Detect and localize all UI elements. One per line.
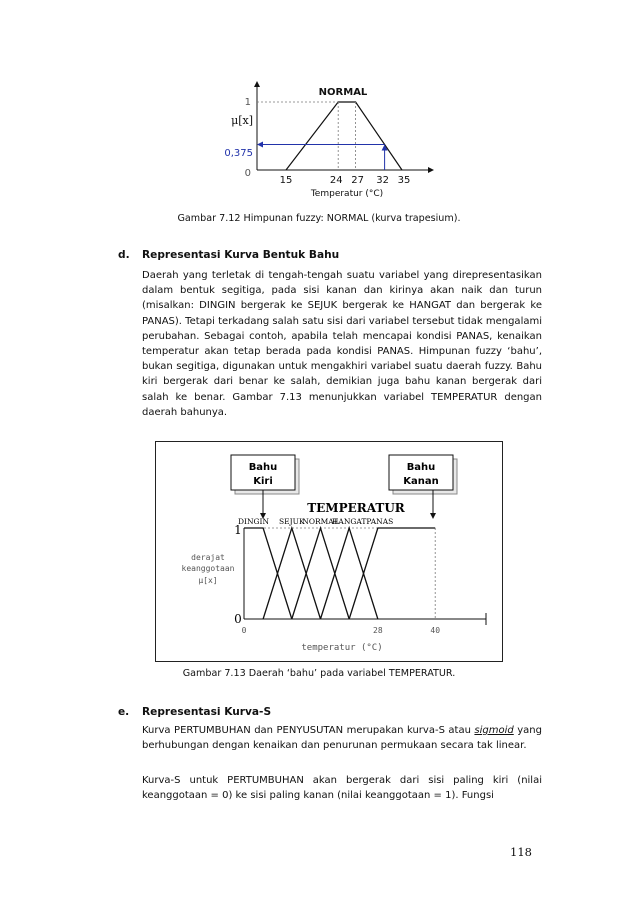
section-e-paragraph-2: Kurva-S untuk PERTUMBUHAN akan bergerak dari sisi paling kiri (nilai keanggotaan = 0) ke sisi paling kanan (nilai keanggotaan = 1). Fungsi (142, 775, 542, 802)
trapezoid-chart (205, 78, 435, 206)
curve-normal (292, 528, 349, 619)
x-tick: 32 (376, 175, 389, 186)
set-label-panas: PANAS (366, 517, 394, 526)
right-shoulder-callout (389, 455, 457, 494)
curve-hangat (320, 528, 377, 619)
x-tick: 15 (279, 175, 293, 186)
set-label-hangat: HANGAT (331, 517, 367, 526)
x-tick: 28 (373, 626, 383, 635)
section-title: Representasi Kurva-S (142, 706, 272, 718)
sigmoid-term: sigmoid (474, 725, 514, 736)
set-label-normal: NORMAL (302, 517, 339, 526)
x-tick: 40 (430, 626, 441, 635)
section-e-paragraph-1 (142, 723, 542, 753)
figure-caption-7-13: Gambar 7.13 Daerah ‘bahu’ pada variabel TEMPERATUR. (182, 668, 456, 679)
curve-sejuk (263, 528, 320, 619)
section-d-paragraph: Daerah yang terletak di tengah-tengah suatu variabel yang direpresentasikan dalam bentuk segitiga, pada sisi kanan dan kirinya akan naik dan turun (misalkan: DINGIN bergerak ke SEJUK bergerak ke HANGAT dan bergerak ke PANAS). Tetapi terkadang salah satu sisi dari variabel tersebut tidak mengalami perubahan. Sebagai contoh, apabila telah mencapai kondisi PANAS, kenaikan temperatur akan tetap berada pada kondisi PANAS. Himpunan fuzzy ‘bahu’, bukan segitiga, digunakan untuk mengakhiri variabel suatu daerah fuzzy. Bahu kiri bergerak dari benar ke salah, demikian juga bahu kanan bergerak dari salah ke benar. Gambar 7.13 menunjukkan variabel TEMPERATUR dengan daerah bahunya. (142, 270, 542, 418)
y-zero-label: 0 (234, 612, 242, 626)
x-axis-label: temperatur (°C) (301, 643, 383, 653)
y-one-label: 1 (234, 523, 242, 537)
x-tick: 0 (241, 626, 247, 635)
x-axis-label: Temperatur (°C) (310, 189, 384, 199)
curve-title: NORMAL (318, 87, 368, 98)
section-letter: d. (118, 249, 130, 261)
y-label-line: keanggotaan (181, 564, 235, 573)
y-zero-label: 0 (244, 168, 251, 179)
x-tick: 24 (329, 175, 343, 186)
y-axis-label: μ[x] (231, 114, 253, 127)
y-label-line: μ[x] (198, 576, 218, 585)
y-label-line: derajat (191, 553, 225, 562)
chart-title: TEMPERATUR (307, 501, 405, 515)
set-label-dingin: DINGIN (238, 517, 270, 526)
paragraph-text: Kurva PERTUMBUHAN dan PENYUSUTAN merupakan kurva-S atau (142, 725, 475, 736)
highlight-value-label: 0,375 (224, 148, 253, 159)
section-title: Representasi Kurva Bentuk Bahu (142, 249, 340, 261)
figure-temperature-shoulders (155, 441, 503, 662)
set-label-sejuk: SEJUK (279, 517, 305, 526)
curve-panas (349, 528, 435, 619)
section-letter: e. (118, 706, 130, 718)
paragraph-text: yang berhubungan dengan kenaikan dan penurunan permukaan secara tak linear. (142, 725, 542, 752)
y-one-label: 1 (244, 97, 251, 108)
x-tick: 35 (397, 175, 411, 186)
figure-trapezoid (205, 78, 435, 206)
left-shoulder-callout (231, 455, 299, 494)
callout-line: Kiri (253, 476, 273, 487)
x-tick: 27 (351, 175, 364, 186)
callout-line: Kanan (403, 476, 439, 487)
page-number: 118 (510, 845, 532, 859)
shoulder-chart (156, 442, 504, 663)
callout-line: Bahu (406, 462, 436, 473)
figure-caption-7-12: Gambar 7.12 Himpunan fuzzy: NORMAL (kurva trapesium). (177, 213, 461, 224)
callout-line: Bahu (248, 462, 278, 473)
